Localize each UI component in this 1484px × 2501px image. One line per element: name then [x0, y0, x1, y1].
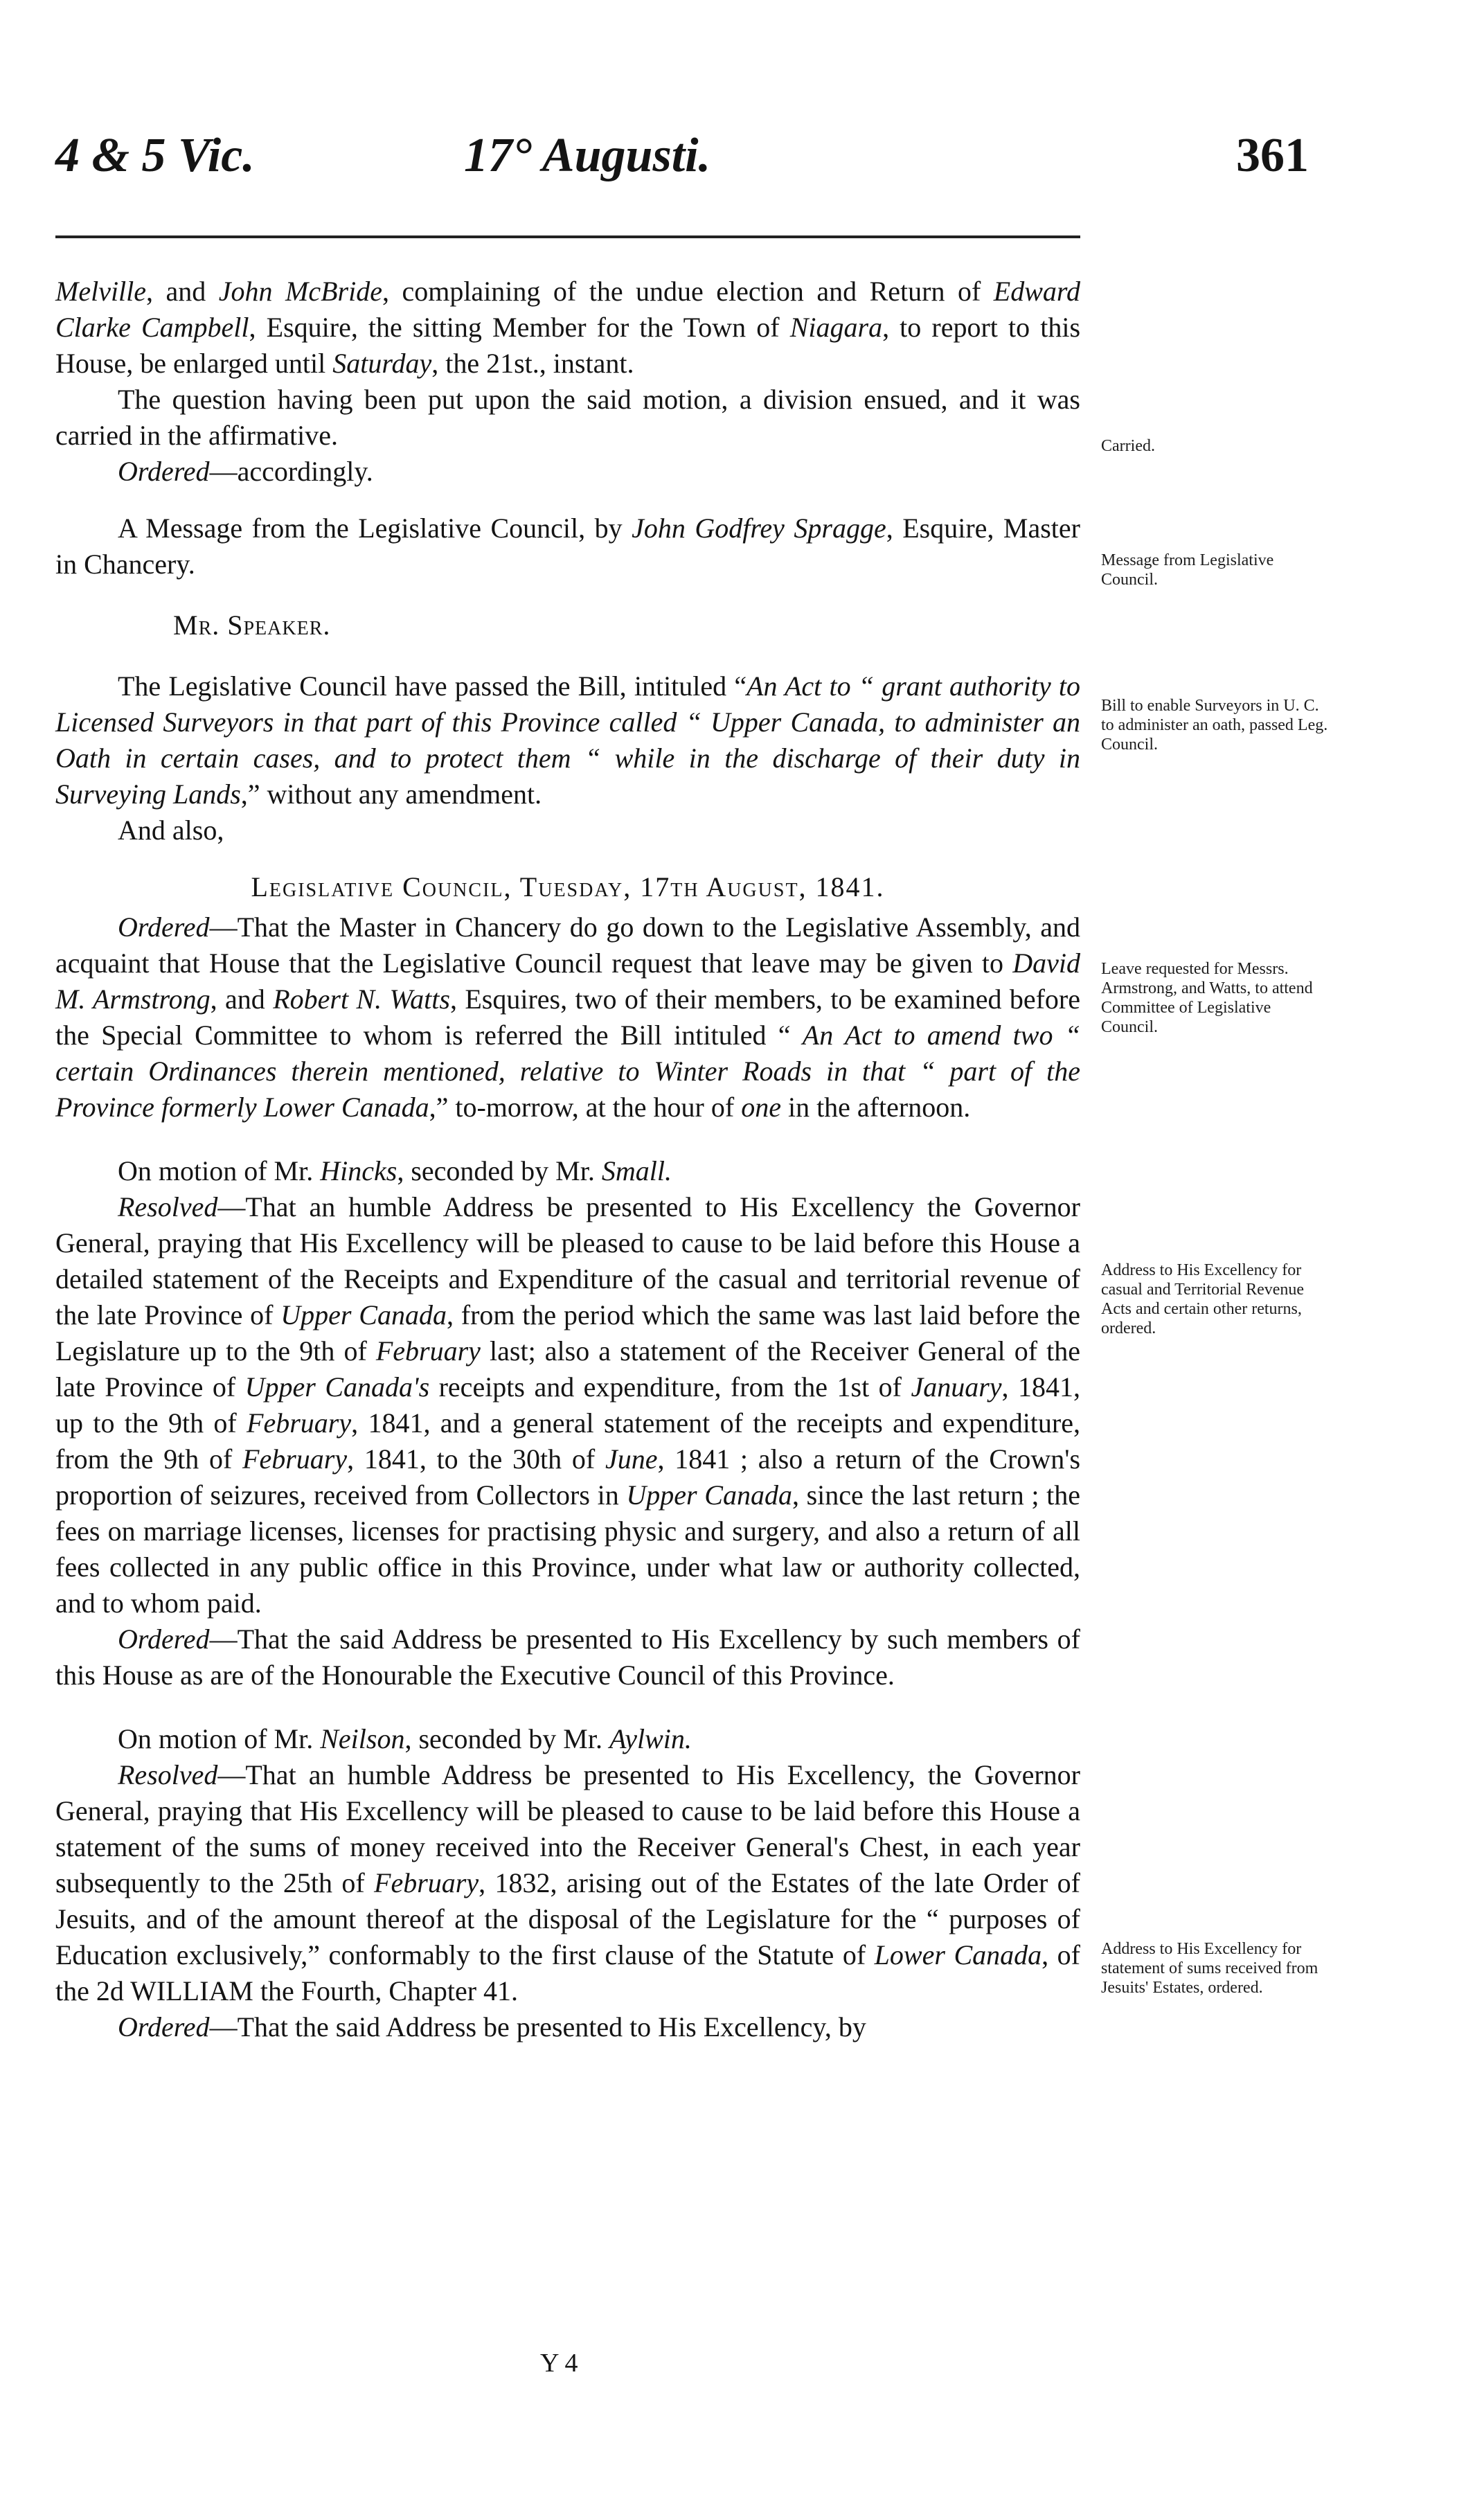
text-run: , and	[210, 984, 274, 1015]
text-run: , since the last return ; the fees on marriage licenses, licenses for practising physic and surgery, and also a return of all fees collected in any public office in this Province, under what law or authority collected, and to whom paid.	[55, 1479, 1081, 1619]
italic-run: Hincks	[320, 1155, 397, 1186]
paragraph-ordered-address	[55, 2009, 1080, 2045]
italic-run: Neilson	[320, 1723, 405, 1754]
italic-run: David M. Armstrong	[55, 947, 1080, 1015]
regnal-year: 4 & 5 Vic.	[55, 129, 255, 182]
text-run: —That the said Address be presented to His Excellency by such members of this House as are of the Honourable the Executive Council of this Province.	[55, 1623, 1080, 1691]
text-run: , the 21st., instant.	[431, 348, 634, 379]
italic-run: Edward Clarke Campbell	[55, 276, 1080, 343]
italic-run: John Godfrey Spragge	[632, 513, 886, 544]
paragraph-leave-request	[55, 909, 1080, 1125]
paragraph-resolved-jesuits	[55, 1757, 1080, 2009]
paragraph-and-also: And also,	[118, 815, 224, 846]
italic-run: Robert N. Watts	[273, 984, 450, 1015]
text-run: —That the said Address be presented to His Excellency, by	[209, 2011, 866, 2042]
header-rule	[55, 235, 1080, 238]
text-run: , from the period which the same was last laid before the Legislature up to the 9th of	[55, 1299, 1080, 1367]
text-run: , 1841, up to the 9th of	[55, 1371, 1080, 1439]
text-run: , Esquire, the sitting Member for the Town of	[249, 312, 790, 343]
paragraph-division: The question having been put upon the said motion, a division ensued, and it was carried in the affirmative.	[55, 384, 1080, 451]
paragraph-council-message	[55, 510, 1080, 582]
page-number: 361	[1236, 129, 1309, 182]
italic-run: Resolved	[118, 1191, 218, 1222]
italic-run: Upper Canada	[280, 1299, 447, 1330]
page-header	[42, 128, 1309, 204]
italic-run: Upper Canada	[626, 1479, 792, 1511]
text-run: , 1841, and a general statement of the receipts and expenditure, from the 9th of	[55, 1407, 1080, 1475]
italic-run: Ordered	[118, 2011, 210, 2042]
paragraph-motion-neilson	[55, 1721, 1080, 1757]
italic-run: February	[242, 1443, 348, 1475]
italic-run: one	[741, 1092, 781, 1123]
paragraph-ordered-accordingly	[55, 454, 1080, 490]
margin-note-message: Message from Legislative Council.	[1101, 551, 1274, 589]
italic-run: February	[374, 1867, 479, 1898]
italic-run: Lower Canada	[874, 1939, 1042, 1970]
text-run: , Esquires, two of their members, to be examined before the Special Committee to whom is referred the Bill intituled “	[55, 984, 1080, 1051]
italic-run: Niagara	[789, 312, 883, 343]
text-run: ,” to-morrow, at the hour of	[429, 1092, 742, 1123]
margin-note-leave: Leave requested for Messrs. Armstrong, and Watts, to attend Committee of Legislative Council.	[1101, 960, 1313, 1036]
italic-run: Ordered	[118, 1623, 210, 1655]
text-run: , to report to this House, be enlarged until	[55, 312, 1081, 379]
council-heading: Legislative Council, Tuesday, 17th August, 1841.	[251, 871, 885, 902]
italic-run: January	[911, 1371, 1002, 1403]
text-run: A Message from the Legislative Council, by	[118, 513, 632, 544]
text-run: last; also a statement of the Receiver General of the late Province of	[55, 1335, 1081, 1403]
text-run: —accordingly.	[209, 456, 373, 487]
margin-note-address-revenue: Address to His Excellency for casual and Territorial Revenue Acts and certain other returns, ordered.	[1101, 1261, 1305, 1337]
italic-run: Upper Canada's	[244, 1371, 430, 1403]
italic-run: Saturday	[332, 348, 432, 379]
text-run: —That the Master in Chancery do go down to the Legislative Assembly, and acquaint that House that the Legislative Council request that leave may be given to	[55, 911, 1080, 979]
text-run: in the afternoon.	[780, 1092, 971, 1123]
header-date: 17° Augusti.	[464, 129, 711, 182]
text-run: On motion of Mr.	[118, 1723, 321, 1754]
italic-run: Resolved	[118, 1759, 218, 1790]
paragraph-committee-report	[55, 274, 1080, 382]
italic-run: An Act to “ grant authority to Licensed Surveyors in that part of this Province called “ Upper Canada, to administer an Oath in certain cases, and to protect them “ while in the discharge of their duty in Surveying Lands	[55, 670, 1081, 810]
text-run: , of the 2d WILLIAM the Fourth, Chapter 41.	[55, 1939, 1080, 2006]
italic-run: Ordered	[118, 456, 210, 487]
text-run: , and	[146, 276, 219, 307]
paragraph-resolved-revenue	[55, 1189, 1080, 1621]
text-run: receipts and expenditure, from the 1st of	[429, 1371, 911, 1403]
text-run: The Legislative Council have passed the Bill, intituled “	[118, 670, 747, 702]
margin-note-carried: Carried.	[1101, 437, 1155, 455]
italic-run: John McBride	[218, 276, 382, 307]
text-run: ,” without any amendment.	[240, 778, 542, 810]
text-run: , Esquire, Master in Chancery.	[55, 513, 1080, 580]
signature-mark: Y 4	[540, 2349, 578, 2378]
italic-run: An Act to amend two “ certain Ordinances therein mentioned, relative to Winter Roads in that “ part of the Province formerly Lower Canada	[55, 1020, 1081, 1123]
italic-run: Small.	[601, 1155, 672, 1186]
text-run: , complaining of the undue election and Return of	[382, 276, 994, 307]
text-run: , seconded by Mr.	[404, 1723, 609, 1754]
italic-run: Melville	[55, 276, 147, 307]
text-run: On motion of Mr.	[118, 1155, 321, 1186]
paragraph-ordered-executive	[55, 1621, 1080, 1693]
italic-run: June	[605, 1443, 658, 1475]
speaker-address: Mr. Speaker.	[173, 609, 331, 641]
italic-run: February	[375, 1335, 481, 1367]
paragraph-bill-passed	[55, 668, 1080, 812]
text-run: , 1832, arising out of the Estates of the late Order of Jesuits, and of the amount thereof at the disposal of the Legislature for the “ purposes of Education exclusively,” conformably to the first clause of the Statute of	[55, 1867, 1080, 1970]
italic-run: Aylwin.	[609, 1723, 692, 1754]
text-run: —That an humble Address be presented to His Excellency, the Governor General, praying that His Excellency will be pleased to cause to be laid before this House a statement of the sums of money received into the Receiver General's Chest, in each year subsequently to the 25th of	[55, 1759, 1080, 1898]
margin-note-address-jesuits: Address to His Excellency for statement of sums received from Jesuits' Estates, ordered.	[1101, 1940, 1318, 1997]
margin-note-bill: Bill to enable Surveyors in U. C. to administer an oath, passed Leg. Council.	[1101, 697, 1328, 754]
paragraph-motion-hincks	[55, 1153, 1080, 1189]
body-text	[55, 274, 1080, 2045]
text-run: —That an humble Address be presented to His Excellency the Governor General, praying that His Excellency will be pleased to cause to be laid before this House a detailed statement of the Receipts and Expenditure of the casual and territorial revenue of the late Province of	[55, 1191, 1080, 1330]
text-run: , 1841 ; also a return of the Crown's proportion of seizures, received from Collectors in	[55, 1443, 1081, 1511]
italic-run: February	[247, 1407, 352, 1439]
italic-run: Ordered	[118, 911, 210, 943]
text-run: , seconded by Mr.	[397, 1155, 602, 1186]
text-run: , 1841, to the 30th of	[347, 1443, 605, 1475]
